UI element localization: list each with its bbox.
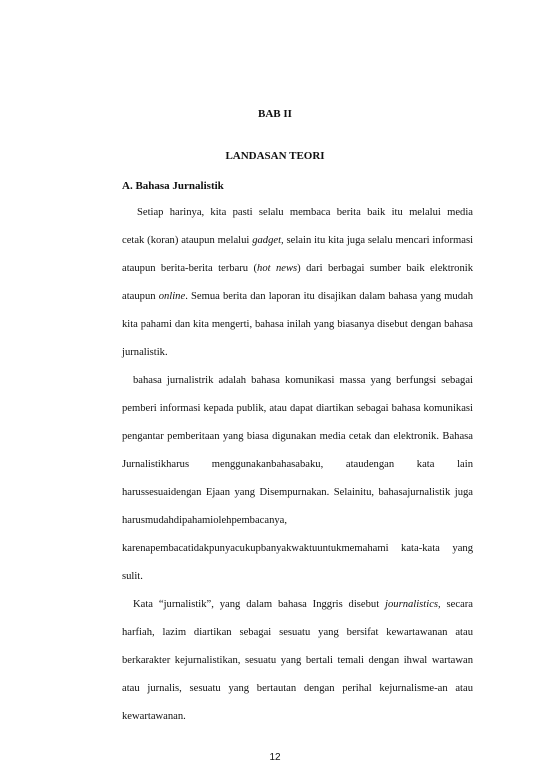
paragraph-2-line-2: pemberi informasi kepada publik, atau dapat diartikan sebagai bahasa komunikasi bbox=[122, 403, 473, 414]
paragraph-3-line-3: berkarakter kejurnalistikan, sesuatu yang bertali temali dengan ihwal wartawan bbox=[122, 655, 473, 666]
chapter-title: LANDASAN TEORI bbox=[225, 150, 325, 162]
paragraph-2-line-6: harusmudahdipahamiolehpembacanya, bbox=[122, 515, 288, 526]
paragraph-1-line-4: ataupun online. Semua berita dan laporan itu disajikan dalam bahasa yang mudah bbox=[122, 291, 473, 302]
page-number: 12 bbox=[269, 752, 281, 763]
paragraph-2-line-1: bahasa jurnalistrik adalah bahasa komunikasi massa yang berfungsi sebagai bbox=[133, 375, 473, 386]
paragraph-1-line-6: jurnalistik. bbox=[122, 347, 168, 358]
paragraph-2-line-3: pengantar pemberitaan yang biasa digunakan media cetak dan elektronik. Bahasa bbox=[122, 431, 473, 442]
paragraph-2-line-8: sulit. bbox=[122, 571, 143, 582]
paragraph-3-line-5: kewartawanan. bbox=[122, 711, 186, 722]
paragraph-2-line-4: Jurnalistikharus menggunakanbahasabaku, ataudengan kata lain bbox=[122, 459, 473, 470]
section-heading: A. Bahasa Jurnalistik bbox=[122, 180, 224, 192]
paragraph-1-line-5: kita pahami dan kita mengerti, bahasa inilah yang biasanya disebut dengan bahasa bbox=[122, 319, 473, 330]
paragraph-3-line-4: atau jurnalis, sesuatu yang bertautan dengan perihal kejurnalisme-an atau bbox=[122, 683, 473, 694]
paragraph-2-line-5: harussesuaidengan Ejaan yang Disempurnakan. Selainitu, bahasajurnalistik juga bbox=[122, 487, 473, 498]
chapter-heading: BAB II bbox=[258, 108, 292, 120]
paragraph-3-line-2: harfiah, lazim diartikan sebagai sesuatu yang bersifat kewartawanan atau bbox=[122, 627, 473, 638]
paragraph-3-line-1: Kata “jurnalistik”, yang dalam bahasa Inggris disebut journalistics, secara bbox=[133, 599, 474, 610]
paragraph-2-line-7: karenapembacatidakpunyacukupbanyakwaktuuntukmemahami kata-kata yang bbox=[122, 543, 473, 554]
paragraph-1-line-1: Setiap harinya, kita pasti selalu membaca berita baik itu melalui media bbox=[137, 207, 473, 218]
paragraph-1-line-2: cetak (koran) ataupun melalui gadget, selain itu kita juga selalu mencari informasi bbox=[122, 235, 474, 246]
paragraph-1-line-3: ataupun berita-berita terbaru (hot news) dari berbagai sumber baik elektronik bbox=[122, 263, 473, 274]
